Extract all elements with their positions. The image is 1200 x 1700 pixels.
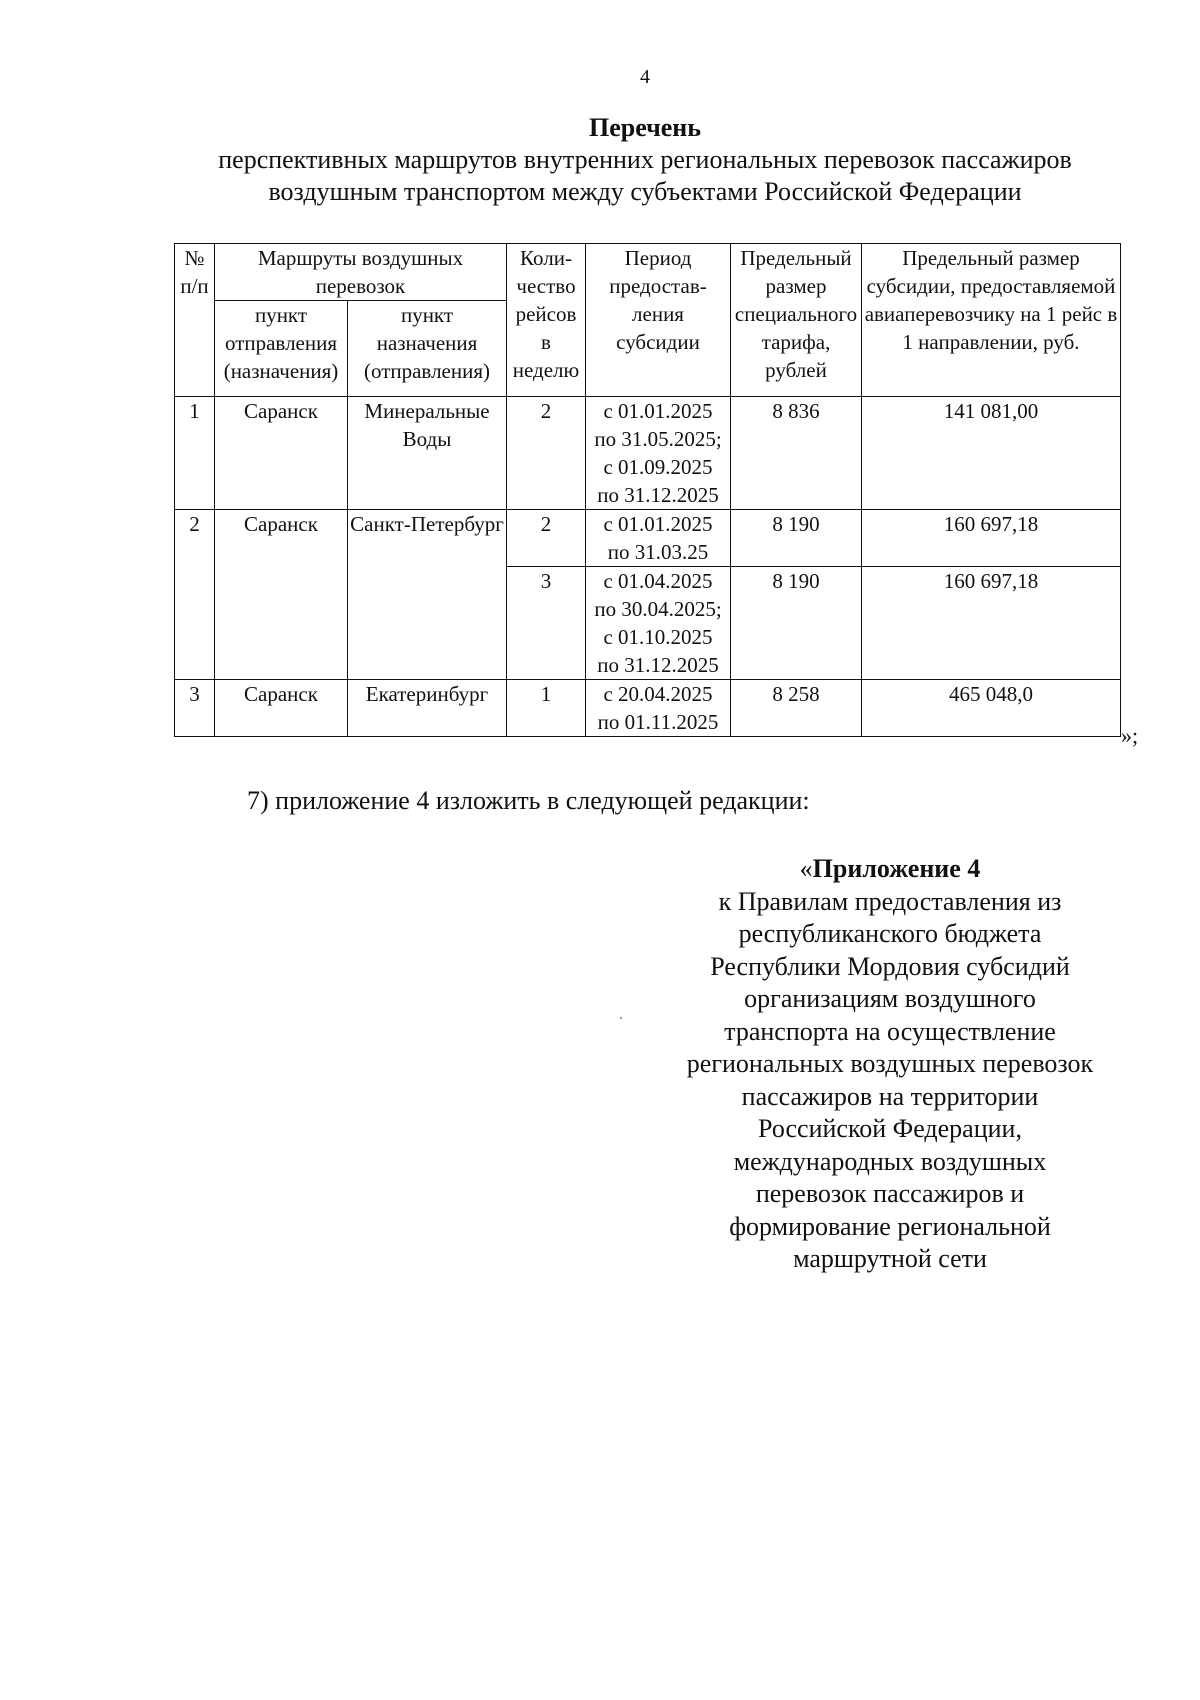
appendix-heading-line [660, 853, 1120, 886]
header-destination: пункт назначения (отправления) [348, 301, 507, 397]
header-num: № п/п [175, 244, 215, 397]
title-line-2: воздушным транспортом между субъектами Российской Федерации [268, 177, 1022, 206]
row-flights: 2 [507, 397, 586, 510]
row-subsidy: 465 048,0 [862, 680, 1121, 737]
title-main: Перечень [588, 113, 702, 142]
header-flights: Коли-чество рейсов в неделю [507, 244, 586, 397]
closing-quote: »; [1121, 723, 1139, 748]
row-flights: 1 [507, 680, 586, 737]
appendix-line: организациям воздушного [744, 984, 1036, 1013]
appendix-line: Российской Федерации, [758, 1114, 1022, 1143]
row-flights: 2 [507, 510, 586, 567]
period-line: с 01.04.2025 [603, 569, 713, 593]
row-period [586, 680, 731, 737]
row-num: 1 [175, 397, 215, 510]
scan-speck [620, 1017, 622, 1019]
row-departure: Саранск [215, 510, 348, 680]
row-num: 2 [175, 510, 215, 680]
header-departure: пункт отправления (назначения) [215, 301, 348, 397]
appendix-line: формирование региональной [729, 1211, 1051, 1241]
document-title [170, 112, 1120, 208]
row-destination: Екатеринбург [348, 680, 507, 737]
row-period [586, 510, 731, 567]
routes-table [174, 243, 1121, 737]
row-tariff: 8 836 [731, 397, 862, 510]
row-num: 3 [175, 680, 215, 737]
appendix-line: пассажиров на территории [741, 1081, 1039, 1111]
row-destination: Минеральные Воды [348, 397, 507, 510]
period-line: по 01.11.2025 [597, 710, 719, 734]
row-departure: Саранск [215, 680, 348, 737]
row-period [586, 397, 731, 510]
appendix-line: международных воздушных [733, 1146, 1047, 1176]
row-tariff: 8 258 [731, 680, 862, 737]
period-line: с 01.01.2025 [603, 512, 713, 536]
header-tariff: Предельный размер специального тарифа, рублей [731, 244, 862, 397]
row-tariff: 8 190 [731, 510, 862, 567]
row-subsidy: 141 081,00 [862, 397, 1121, 510]
appendix-heading: Приложение 4 [812, 854, 981, 883]
page-number: 4 [640, 66, 650, 88]
appendix-block [660, 853, 1120, 1276]
appendix-line: к Правилам предоставления из [718, 886, 1062, 916]
table-row [175, 510, 1121, 567]
appendix-line: региональных воздушных перевозок [686, 1049, 1094, 1078]
period-line: по 31.12.2025 [597, 483, 719, 507]
period-line: с 20.04.2025 [603, 682, 713, 706]
appendix-line: республиканского бюджета [738, 919, 1042, 948]
title-line-1: перспективных маршрутов внутренних региональных перевозок пассажиров [218, 145, 1072, 174]
table-row [175, 397, 1121, 510]
period-line: по 31.05.2025; [594, 427, 722, 451]
appendix-line: Республики Мордовия субсидий [710, 951, 1070, 981]
period-line: по 31.12.2025 [597, 653, 719, 677]
amendment-item-7: 7) приложение 4 изложить в следующей редакции: [247, 786, 810, 815]
row-destination: Санкт-Петербург [348, 510, 507, 680]
row-departure: Саранск [215, 397, 348, 510]
table-row [175, 680, 1121, 737]
row-subsidy: 160 697,18 [862, 567, 1121, 680]
header-routes: Маршруты воздушных перевозок [215, 244, 507, 301]
row-period [586, 567, 731, 680]
row-subsidy: 160 697,18 [862, 510, 1121, 567]
appendix-line: перевозок пассажиров и [755, 1179, 1025, 1208]
appendix-line: транспорта на осуществление [724, 1016, 1056, 1046]
row-tariff: 8 190 [731, 567, 862, 680]
header-subsidy: Предельный размер субсидии, предоставляемой авиаперевозчику на 1 рейс в 1 направлении, руб. [862, 244, 1121, 397]
period-line: с 01.10.2025 [603, 625, 713, 649]
period-line: по 30.04.2025; [594, 597, 722, 621]
row-flights: 3 [507, 567, 586, 680]
period-line: с 01.01.2025 [603, 399, 713, 423]
period-line: по 31.03.25 [607, 540, 709, 564]
appendix-quote: « [799, 854, 813, 883]
period-line: с 01.09.2025 [603, 455, 713, 479]
appendix-line: маршрутной сети [793, 1244, 987, 1273]
header-period: Период предостав-ления субсидии [586, 244, 731, 397]
